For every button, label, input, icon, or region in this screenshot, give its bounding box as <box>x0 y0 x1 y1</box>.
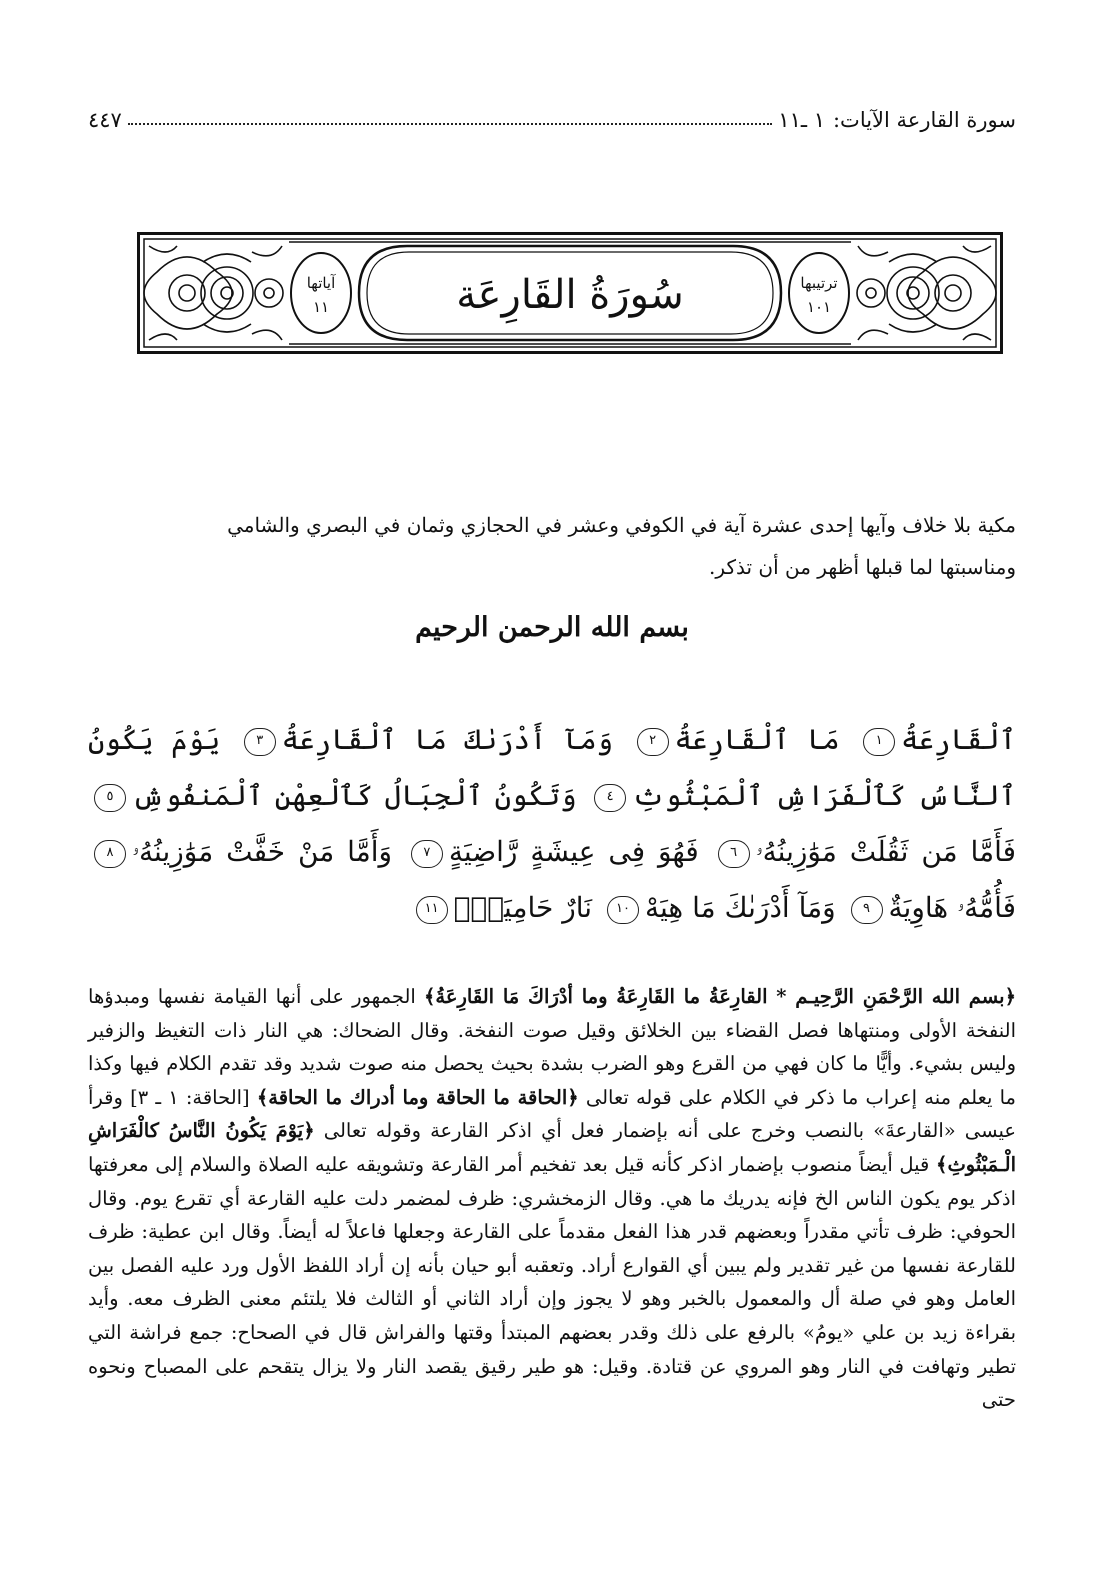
commentary-text: قيل أيضاً منصوب بإضمار اذكر كأنه قيل بعد تفخيم أمر القارعة وتشويقه عليه الصلاة والسلام إلى معرفتها اذكر يوم يكون الناس الخ فإنه يدريك ما هي. وقال الزمخشري: ظرف لمضمر دلت عليه القارعة أي تقرع يوم. وقال الحوفي: ظرف تأتي مقدراً وبعضهم قدر هذا الفعل مقدماً على القارعة وجعلها فاعلاً له أيضاً. وقال ابن عطية: ظرف للقارعة نفسها من غير تقدير ولم يبين أي القوارع أراد. وتعقبه أبو حيان بأنه إن أراد اللفظ الأول ورد عليه الفصل بين العامل وهو في صلة أل والمعمول بالخبر وهو لا يجوز وإن أراد الثاني أو الثالث فلا يلتئم معنى الظرف معه. وأيد بقراءة زيد بن علي «يومُ» بالرفع على ذلك وقدر بعضهم المبتدأ وقتها والفراش قال في الصحاح: جمع فراشة التي تطير وتهافت في النار وهو المروي عن قتادة. وقيل: هو طير رقيق يقصد النار ولا يزال يتقحم على المصباح ونحوه حتى <box>88 1152 1016 1412</box>
verse-text: وَمَآ أَدْرَىٰكَ مَا ٱلْقَارِعَةُ <box>281 723 614 756</box>
quoted-verse: ﴿يَوْمَ يَكُونُ النَّاسُ كالْفَرَاشِ الْـمَبْثُوثِ﴾ <box>88 1119 1016 1176</box>
verse-text: نَارٌ حَامِيَةٌۢ <box>453 891 593 924</box>
header-verse-range: ١ ـ١١ <box>778 108 825 132</box>
commentary-text: الجمهور على أنها القيامة نفسها ومبدؤها النفخة الأولى ومنتهاها فصل القضاء بين الخلائق وقيل صوت النفخة. وقال الضحاك: هي النار ذات التغيظ والزفير وليس بشيء. وأيًّا ما كان فهي من القرع وهو الضرب بشدة بحيث يحصل منه صوت شديد وقد تقدم الكلام فيها وكذا ما يعلم منه إعراب ما ذكر في الكلام على قوله تعالى <box>88 985 1016 1109</box>
verse-text: يَوْمَ يَكُونُ ٱلنَّاسُ كَٱلْفَرَاشِ ٱلْمَبْثُوثِ <box>88 723 1016 812</box>
verses-label: آياتها <box>306 274 336 292</box>
surah-title: سُورَةُ القَارِعَة <box>456 272 684 318</box>
verses-value: ١١ <box>312 298 330 316</box>
order-label: ترتيبها <box>800 274 838 292</box>
ayah-number: ٨ <box>94 840 126 868</box>
verse-text: فَهُوَ فِى عِيشَةٍ رَّاضِيَةٍ <box>448 835 699 868</box>
tafsir-commentary <box>88 980 1016 1417</box>
quran-verses <box>88 712 1016 936</box>
ayah-number: ١ <box>863 728 895 756</box>
ayah-number: ١١ <box>416 896 448 924</box>
verse-text: وَتَكُونُ ٱلْجِبَالُ كَٱلْعِهْنِ ٱلْمَنفُوشِ <box>132 779 577 812</box>
intro-line-1: مكية بلا خلاف وآيها إحدى عشرة آية في الكوفي وعشر في الحجازي وثمان في البصري والشامي <box>227 513 1016 537</box>
ayah-number: ٢ <box>637 728 669 756</box>
quoted-verse: ﴿الحاقة ما الحاقة وما أدراك ما الحاقة﴾ <box>256 1085 579 1109</box>
surah-title-banner <box>137 232 1003 354</box>
verse-text: ٱلْقَارِعَةُ <box>901 723 1016 756</box>
commentary-text: [الحاقة: ١ ـ ٣] وقرأ عيسى «القارعةَ» بالنصب وخرج على أنه بإضمار فعل أي اذكر القارعة وقوله تعالى <box>88 1085 1016 1143</box>
ayah-number: ٣ <box>244 728 276 756</box>
surah-introduction <box>88 504 1016 588</box>
verse-text: مَا ٱلْقَارِعَةُ <box>674 723 840 756</box>
verse-text: وَمَآ أَدْرَىٰكَ مَا هِيَهْ <box>644 891 836 924</box>
ayah-number: ٩ <box>851 896 883 924</box>
quoted-verse: ﴿بسم الله الرَّحْمَنِ الرَّحِيـم * القارِعَةُ ما القَارِعَةُ وما أدْرَاكَ مَا القَارِعَةُ﴾ <box>423 985 1017 1008</box>
page-number: ٤٤٧ <box>88 108 122 132</box>
basmala-heading: بسم الله الرحمن الرحيم <box>415 612 689 643</box>
verse-text: فَأَمَّا مَن ثَقُلَتْ مَوَٰزِينُهُۥ <box>755 835 1016 868</box>
commentary-paragraph <box>88 980 1016 1417</box>
verse-text: فَأُمُّهُۥ هَاوِيَةٌ <box>888 891 1016 924</box>
intro-line-2: ومناسبتها لما قبلها أظهر من أن تذكر. <box>709 555 1016 579</box>
header-dot-leader <box>128 122 772 125</box>
ayah-number: ٤ <box>594 784 626 812</box>
verse-text: وَأَمَّا مَنْ خَفَّتْ مَوَٰزِينُهُۥ <box>132 835 393 868</box>
header-title: سورة القارعة الآيات: <box>832 108 1016 132</box>
verse-count-medallion <box>291 253 351 333</box>
ayah-number: ٥ <box>94 784 126 812</box>
ayah-number: ٧ <box>411 840 443 868</box>
order-value: ١٠١ <box>806 298 832 316</box>
ayah-number: ١٠ <box>607 896 639 924</box>
running-header <box>88 92 1016 132</box>
surah-order-medallion <box>789 253 849 333</box>
ayah-number: ٦ <box>718 840 750 868</box>
